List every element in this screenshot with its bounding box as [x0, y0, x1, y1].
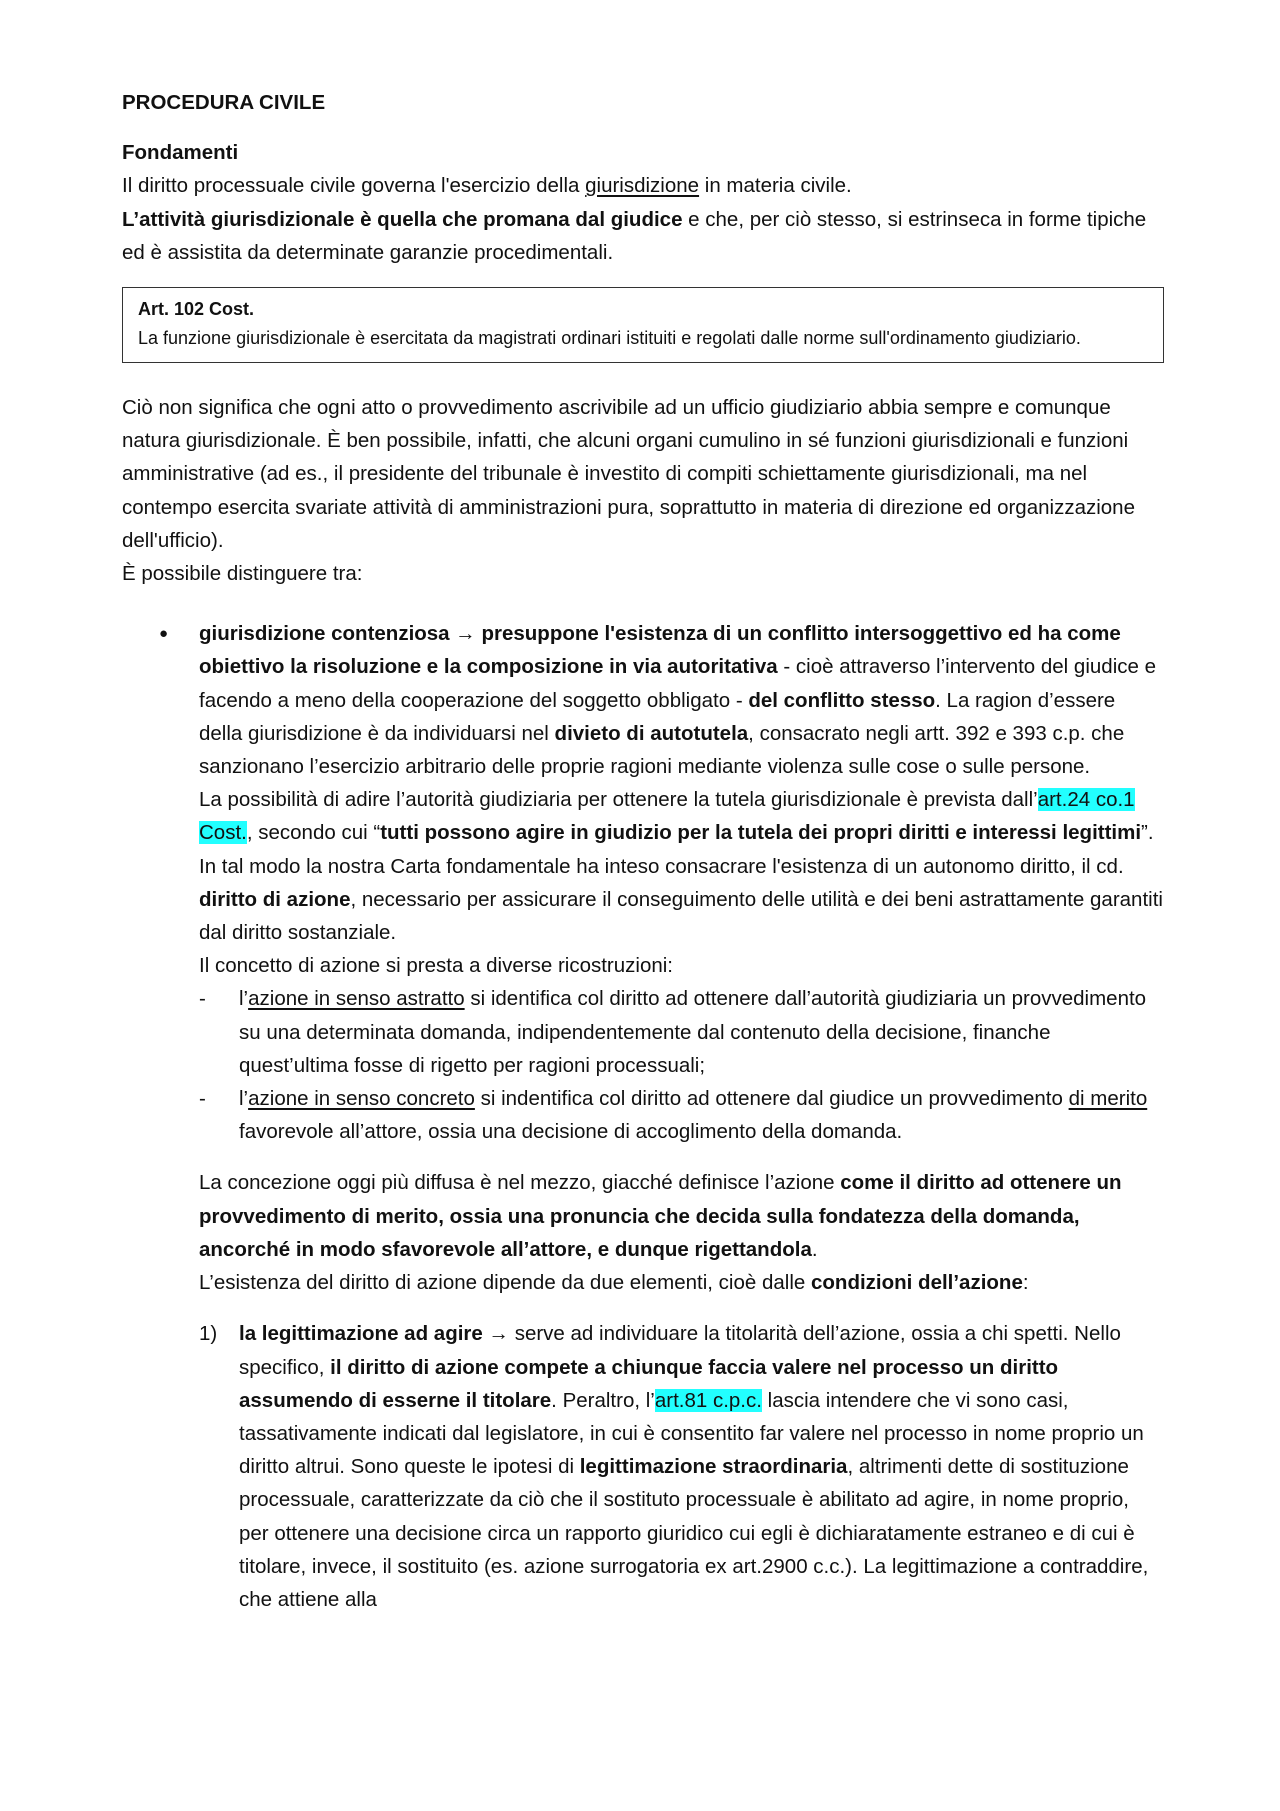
dash-marker: - [199, 987, 206, 1011]
dash-marker: - [199, 1087, 206, 1111]
numbered-list [122, 1317, 1164, 1616]
list-item: 1) la legittimazione ad agire → serve ad individuare la titolarità dell’azione, ossia a chi spetti. Nello specifico, il diritto di azione compete a chiunque faccia valere nel processo un diritto assumendo di esserne il titolare. Peraltro, l’art.81 c.p.c. lascia intendere che vi sono casi, tassativamente indicati dal legislatore, in cui è consentito far valere nel processo in nome proprio un diritto altrui. Sono queste le ipotesi di legittimazione straordinaria, altrimenti dette di sostituzione processuale, caratterizzate da ciò che il sostituto processuale è abilitato ad agire, in nome proprio, per ottenere una decisione circa un rapporto giuridico cui egli è dichiaratamente estraneo e di cui è titolare, invece, il sostituito (es. azione surrogatoria ex art.2900 c.c.). La legittimazione a contraddire, che attiene alla [122, 1317, 1164, 1616]
condizioni-paragraph: L’esistenza del diritto di azione dipende da due elementi, cioè dalle condizioni dell’azione: [199, 1271, 1029, 1295]
term-giurisdizione: giurisdizione [585, 174, 700, 198]
article-quote-box [122, 287, 1164, 363]
body-paragraph-3: Ciò non significa che ogni atto o provvedimento ascrivibile ad un ufficio giudiziario abbia sempre e comunque natura giurisdizionale. È ben possibile, infatti, che alcuni organi cumulino in sé funzioni giurisdizionali e funzioni amministrative (ad es., il presidente del tribunale è investito di compiti schiettamente giurisdizionali, ma nel contempo esercita svariate attività di amministrazioni pura, soprattutto in materia di direzione ed organizzazione dell'ufficio). [122, 396, 1135, 552]
section-heading: Fondamenti [122, 141, 239, 165]
bullet-paragraph-3: Il concetto di azione si presta a diverse ricostruzioni: [199, 954, 674, 978]
intro-paragraph-1: Il diritto processuale civile governa l'esercizio della giurisdizione in materia civile. [122, 174, 852, 198]
concezione-paragraph: La concezione oggi più diffusa è nel mezzo, giacché definisce l’azione come il diritto ad ottenere un provvedimento di merito, ossia una pronuncia che decida sulla fondatezza della domanda, ancorché in modo sfavorevole all’attore, e dunque rigettandola. [199, 1171, 1122, 1261]
list-item [122, 617, 1164, 1148]
list-item: - l’azione in senso astratto si identifica col diritto ad ottenere dall’autorità giudiziaria un provvedimento su una determinata domanda, indipendentemente dal contenuto della decisione, finanche quest’ultima fosse di rigetto per ragioni processuali; [199, 982, 1164, 1082]
concezione-block [122, 1166, 1164, 1299]
highlight-art24: art.24 co.1 Cost. [199, 788, 1135, 845]
quote-title: Art. 102 Cost. [138, 299, 255, 320]
list-item: - l’azione in senso concreto si indentifica col diritto ad ottenere dal giudice un provvedimento di merito favorevole all’attore, ossia una decisione di accoglimento della domanda. [199, 1082, 1164, 1148]
bullet-marker: ● [159, 625, 169, 643]
bullet-paragraph-1: giurisdizione contenziosa → presuppone l'esistenza di un conflitto intersoggettivo ed ha come obiettivo la risoluzione e la composizione in via autoritativa - cioè attraverso l’intervento del giudice e facendo a meno della cooperazione del soggetto obbligato - del conflitto stesso. La ragion d’essere della giurisdizione è da individuarsi nel divieto di autotutela, consacrato negli artt. 392 e 393 c.p. che sanzionano l’esercizio arbitrario delle proprie ragioni mediante violenza sulle cose o sulle persone. [199, 622, 1156, 779]
bullet-list [122, 617, 1164, 1148]
dash-list [199, 982, 1164, 1148]
document-title: PROCEDURA CIVILE [122, 91, 326, 114]
body-paragraph-4: È possibile distinguere tra: [122, 562, 363, 586]
intro-paragraph-2: L’attività giurisdizionale è quella che promana dal giudice e che, per ciò stesso, si estrinseca in forme tipiche ed è assistita da determinate garanzie procedimentali. [122, 207, 1147, 264]
quote-text: La funzione giurisdizionale è esercitata da magistrati ordinari istituiti e regolati dalle norme sull'ordinamento giudiziario. [138, 328, 1081, 349]
number-marker: 1) [199, 1322, 218, 1346]
bullet-paragraph-2: La possibilità di adire l’autorità giudiziaria per ottenere la tutela giurisdizionale è prevista dall’art.24 co.1 Cost., secondo cui “tutti possono agire in giudizio per la tutela dei propri diritti e interessi legittimi”. In tal modo la nostra Carta fondamentale ha inteso consacrare l'esistenza di un autonomo diritto, il cd. diritto di azione, necessario per assicurare il conseguimento delle utilità e dei beni astrattamente garantiti dal diritto sostanziale. [199, 788, 1163, 945]
highlight-art81: art.81 c.p.c. [654, 1388, 762, 1412]
